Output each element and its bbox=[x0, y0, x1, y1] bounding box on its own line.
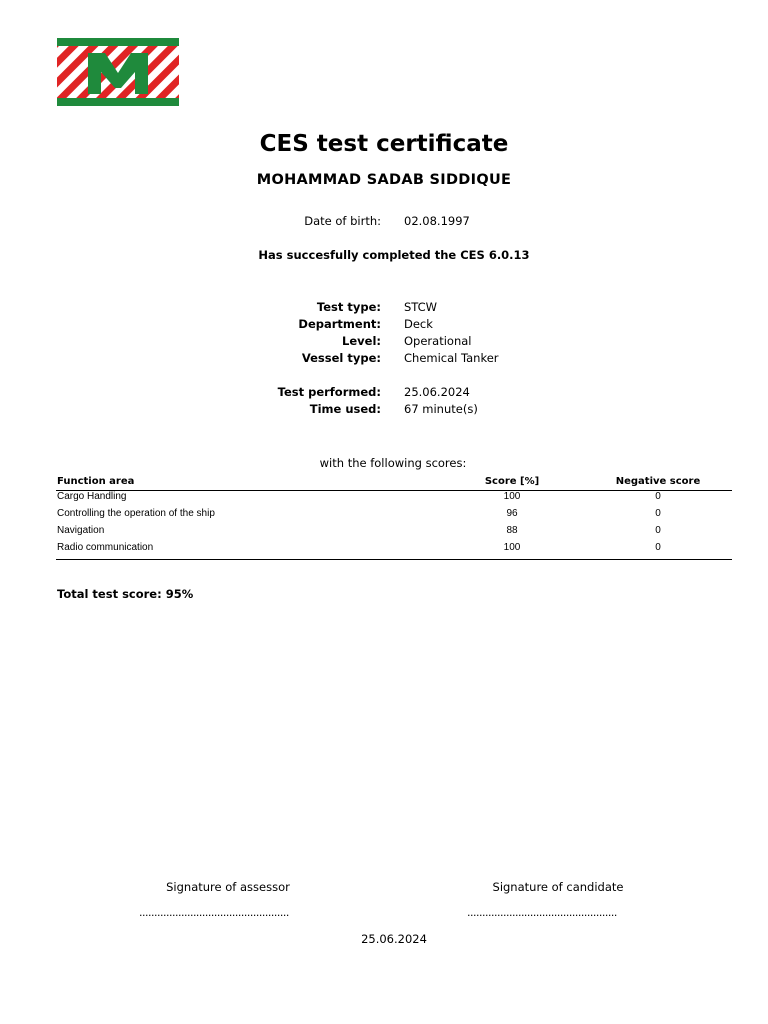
table-row-area: Cargo Handling bbox=[57, 491, 127, 502]
table-row-score: 96 bbox=[506, 508, 518, 519]
table-row-score: 100 bbox=[503, 542, 521, 553]
department-label: Department: bbox=[298, 317, 381, 331]
header-score: Score [%] bbox=[484, 476, 540, 487]
assessor-signature-label: Signature of assessor bbox=[166, 880, 290, 894]
level-label: Level: bbox=[342, 334, 381, 348]
total-score: Total test score: 95% bbox=[57, 587, 194, 601]
time-used-value: 67 minute(s) bbox=[404, 402, 478, 416]
department-value: Deck bbox=[404, 317, 433, 331]
header-function-area: Function area bbox=[57, 476, 135, 487]
vessel-type-value: Chemical Tanker bbox=[404, 351, 499, 365]
scores-intro: with the following scores: bbox=[319, 456, 467, 470]
candidate-signature-label: Signature of candidate bbox=[492, 880, 624, 894]
test-type-value: STCW bbox=[404, 300, 438, 314]
table-row-negative: 0 bbox=[655, 508, 661, 519]
table-row-negative: 0 bbox=[655, 525, 661, 536]
test-performed-value: 25.06.2024 bbox=[404, 385, 470, 399]
dob-label: Date of birth: bbox=[304, 214, 381, 228]
table-bottom-divider bbox=[56, 559, 732, 560]
header-negative-score: Negative score bbox=[615, 476, 701, 487]
candidate-name: MOHAMMAD SADAB SIDDIQUE bbox=[256, 172, 512, 188]
company-logo bbox=[57, 38, 179, 108]
dob-value: 02.08.1997 bbox=[404, 214, 470, 228]
level-value: Operational bbox=[404, 334, 472, 348]
vessel-type-label: Vessel type: bbox=[301, 351, 381, 365]
table-row-area: Radio communication bbox=[57, 542, 154, 553]
table-row-area: Navigation bbox=[57, 525, 105, 536]
table-row-score: 100 bbox=[503, 491, 521, 502]
candidate-signature-line: .................................................. bbox=[467, 906, 617, 919]
table-row-negative: 0 bbox=[655, 542, 661, 553]
completion-statement: Has succesfully completed the CES 6.0.13 bbox=[258, 248, 530, 262]
time-used-label: Time used: bbox=[309, 402, 381, 416]
table-row-score: 88 bbox=[506, 525, 518, 536]
assessor-signature-line: .................................................. bbox=[139, 906, 289, 919]
test-type-label: Test type: bbox=[316, 300, 381, 314]
table-row-area: Controlling the operation of the ship bbox=[57, 508, 215, 519]
logo-m-icon bbox=[57, 38, 179, 108]
signature-date: 25.06.2024 bbox=[361, 932, 427, 946]
table-row-negative: 0 bbox=[655, 491, 661, 502]
test-performed-label: Test performed: bbox=[277, 385, 381, 399]
certificate-title: CES test certificate bbox=[259, 131, 509, 157]
